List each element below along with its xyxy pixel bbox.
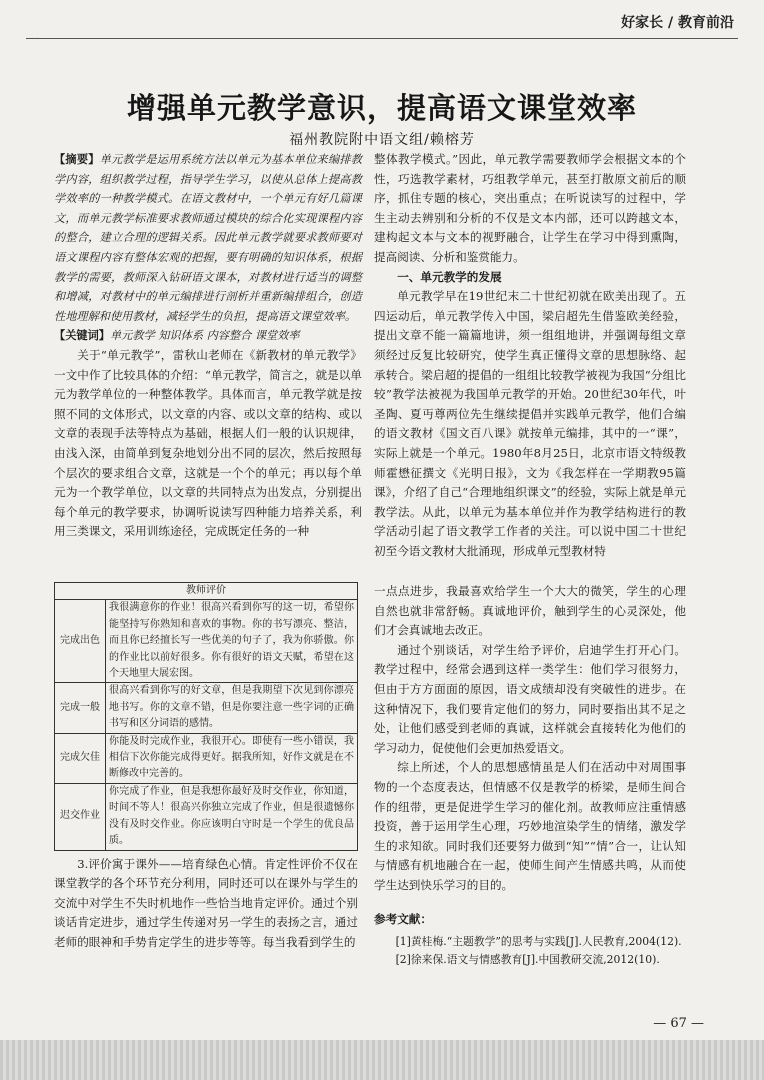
right-column [374, 150, 686, 561]
reference-item: [1]黄桂梅.“主题教学”的思考与实践[J].人民教育,2004(12). [395, 935, 682, 949]
table-row [55, 733, 358, 783]
keywords-label: 【关键词】 [54, 328, 110, 343]
right-paragraph-1: 整体教学模式。”因此，单元教学需要教师学会根据文本的个性，巧选教学素材，巧组教学单元，甚至打散原文前后的顺序，抓住专题的核心，突出重点；在听说读写的过程中，学生主动去辨别和分析的不仅是文本内部，还可以跨越文本，建构起文本与文本的视野融合，让学生在学习中得到熏陶，提高阅读、分析和鉴赏能力。 [374, 152, 686, 264]
abstract-label: 【摘要】 [54, 152, 100, 166]
right-paragraph-2: 单元教学早在19世纪末二十世纪初就在欧美出现了。五四运动后，单元教学传入中国，梁启超先生借鉴欧美经验，提出文章不能一篇篇地讲，须一组组地讲，并强调每组文章须经过反复比较研究，使学生真正懂得文章的思想脉络、起承转合。梁启超的提倡的一组组比较教学被视为我国“分组比较”教学法被视为我国单元教学的开始。20世纪30年代，叶圣陶、夏丏尊两位先生继续提倡并实践单元教学，他们合编的语文教材《国文百八课》就按单元编排，其中的一“课”，实际上就是一个单元。1980年8月25日，北京市语文特级教师霍懋征撰文《光明日报》，文为《我怎样在一学期教95篇课》，介绍了自己“合理地组织课文”的经验，实际上就是单元教学法。从此，以单元为基本单位并作为教学结构进行的教学活动引起了语文教学工作者的关注。可以说中国二十世纪初至今语文教材大批涌现，形成单元型教材特 [374, 289, 686, 558]
table-cell-text: 你完成了作业，但是我想你最好及时交作业，你知道，时间不等人！很高兴你独立完成了作业，但是很遗憾你没有及时交作业。你应该明白守时是一个学生的优良品质。 [106, 783, 358, 850]
table-header: 教师评价 [55, 583, 358, 600]
page-number: — 67 — [653, 1016, 704, 1031]
left-bottom-paragraph: 3.评价寓于课外——培育绿色心情。肯定性评价不仅在课堂教学的各个环节充分利用，同时还可以在课外与学生的交流中对学生不失时机地作一些恰当地肯定评价。通过个别谈话肯定进步，通过学生传递对另一学生的表扬之言，通过老师的眼神和手势肯定学生的进步等等。每当我看到学生的 [54, 856, 358, 949]
article-author: 福州教院附中语文组/赖榕芳 [289, 132, 475, 148]
abstract-text: 单元教学是运用系统方法以单元为基本单位来编排教学内容，组织教学过程，指导学生学习，以使从总体上提高教学效率的一种教学模式。在语文教材中，一个单元有好几篇课文，而单元教学标准要求教师通过模块的综合化实现课程内容的整合，建立合理的逻辑关系。因此单元教学就要求教师要对语文课程内容有整体宏观的把握，要有明确的知识体系，根据教学的需要，教师深入钻研语文课本，对教材进行适当的调整和增减，对教材中的单元编排进行剖析并重新编排组合，创造性地理解和使用教材，减轻学生的负担，提高语文课堂效率。 [54, 153, 362, 323]
pencil-mark: · [36, 34, 40, 45]
table-cell-text: 我很满意你的作业！很高兴看到你写的这一切，希望你能坚持写你熟知和喜欢的事物。你的书写漂亮、整洁，而且你已经擅长写一些优美的句子了，我为你骄傲。你的作业比以前好很多。你有很好的语文天赋，希望在这个天地里大展宏图。 [106, 600, 358, 683]
right-bottom-paragraph-3: 综上所述，个人的思想感情虽是人们在活动中对周围事物的一个态度表达，但情感不仅是教学的桥梁，是师生间合作的纽带，更是促进学生学习的催化剂。故教师应注重情感投资，善于运用学生心理，巧妙地渲染学生的情绪，激发学生的求知欲。同时我们还要努力做到“知”“情”合一，让认知与情感有机地融合在一起，使师生间产生情感共鸣，从而使学生达到快乐学习的目的。 [374, 760, 686, 892]
table-cell-text: 你能及时完成作业，我很开心。即使有一些小错误，我相信下次你能完成得更好。据我所知，好作文就是在不断修改中完善的。 [106, 733, 358, 783]
table-row [55, 683, 358, 733]
right-bottom-paragraph-2: 通过个别谈话，对学生给予评价，启迪学生打开心门。教学过程中，经常会遇到这样一类学生：他们学习很努力，但由于方方面面的原因，语文成绩却没有突破性的进步。在这种情况下，我们要肯定他们的努力，同时要指出其不足之处，让他们感受到老师的真诚，这样就会直接转化为他们的学习动力，促使他们会更加热爱语文。 [374, 642, 686, 755]
keywords-text: 单元教学 知识体系 内容整合 课堂效率 [109, 329, 300, 343]
journal-header: 好家长 / 教育前沿 [621, 15, 734, 31]
scan-edge-band [0, 1040, 764, 1080]
table-cell-level: 完成一般 [55, 683, 106, 733]
teacher-evaluation-table [54, 582, 358, 952]
table-cell-level: 完成欠佳 [55, 733, 106, 783]
table-cell-level: 迟交作业 [55, 783, 106, 850]
table-row [55, 600, 358, 683]
table-cell-text: 很高兴看到你写的好文章，但是我期望下次见到你漂亮地书写。你的文章不错，但是你要注意一些字词的正确书写和区分词语的感情。 [106, 683, 358, 733]
abstract [54, 150, 362, 326]
left-bottom-text [54, 855, 358, 953]
table-cell-level: 完成出色 [55, 600, 106, 683]
right-bottom-paragraph-1: 一点点进步，我最喜欢给学生一个大大的微笑，学生的心理自然也就非常舒畅。真诚地评价，触到学生的心灵深处，他们才会真诚地去改正。 [374, 584, 686, 638]
table-row [55, 783, 358, 850]
keywords [54, 326, 362, 346]
references-title: 参考文献： [374, 911, 432, 926]
left-column [54, 150, 362, 542]
right-bottom-column [374, 582, 686, 969]
article-title: 增强单元教学意识，提高语文课堂效率 [126, 91, 637, 125]
left-paragraph-1: 关于“单元教学”，雷秋山老师在《新教材的单元教学》一文中作了比较具体的介绍：“单元教学，简言之，就是以单元为教学单位的一种整体教学。具体而言，单元教学就是按照不同的文体形式，以文章的内容、或以文章的结构、或以文章的表现手法等特点为基础，根据人们一般的认识规律，由浅入深，由简单到复杂地划分出不同的层次，然后按照每个层次的要求组合文章，这就是一个个的单元；再以每个单元为一个教学单位，以文章的共同特点为出发点，分别提出每个单元的教学要求，协调听说读写四种能力培养关系，利用三类课文，采用训练途径，完成既定任务的一种 [54, 347, 362, 539]
header-rule [26, 38, 738, 39]
section-heading-1: 一、单元教学的发展 [397, 269, 502, 284]
reference-item: [2]徐来保.语文与情感教育[J].中国教研交流,2012(10). [395, 953, 660, 967]
